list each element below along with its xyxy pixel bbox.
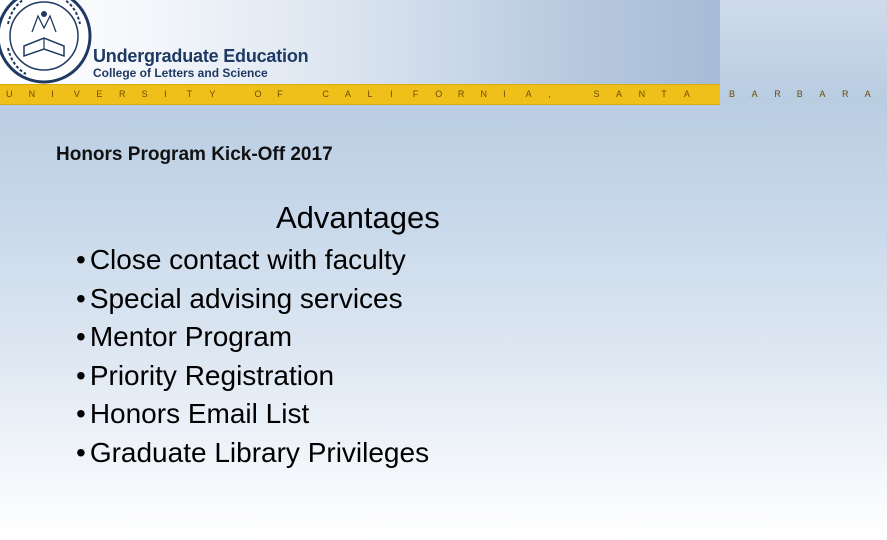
bullet-icon: • [76, 244, 86, 275]
list-item-text: Special advising services [89, 282, 403, 314]
bullet-icon: • [76, 359, 86, 391]
list-item-text: Graduate Library Privileges [89, 436, 430, 468]
slide-kicker: Honors Program Kick-Off 2017 [56, 144, 333, 165]
list-item-text: Priority Registration [89, 359, 335, 391]
list-item [76, 241, 429, 280]
slide-heading: Advantages [276, 200, 440, 235]
bullet-icon: • [76, 321, 86, 353]
brand-title: Undergraduate Education [93, 46, 309, 66]
university-stripe-text: U N I V E R S I T Y O F C A L I F O R N I A , S A N T A B A R B A R A [6, 89, 871, 99]
list-item [76, 280, 429, 319]
university-seal-icon [0, 0, 94, 86]
bullet-icon: • [76, 398, 86, 430]
bullet-icon: • [76, 436, 86, 468]
list-item-text: Honors Email List [89, 398, 310, 430]
brand-subtitle: College of Letters and Science [93, 66, 268, 80]
list-item-text: Close contact with faculty [89, 244, 406, 275]
list-item [76, 318, 429, 357]
advantages-list [76, 241, 429, 473]
list-item [76, 434, 429, 473]
list-item-text: Mentor Program [89, 321, 293, 353]
header-banner [0, 0, 720, 84]
bullet-icon: • [76, 282, 86, 314]
list-item [76, 395, 429, 434]
university-stripe [0, 84, 871, 105]
list-item [76, 357, 429, 396]
